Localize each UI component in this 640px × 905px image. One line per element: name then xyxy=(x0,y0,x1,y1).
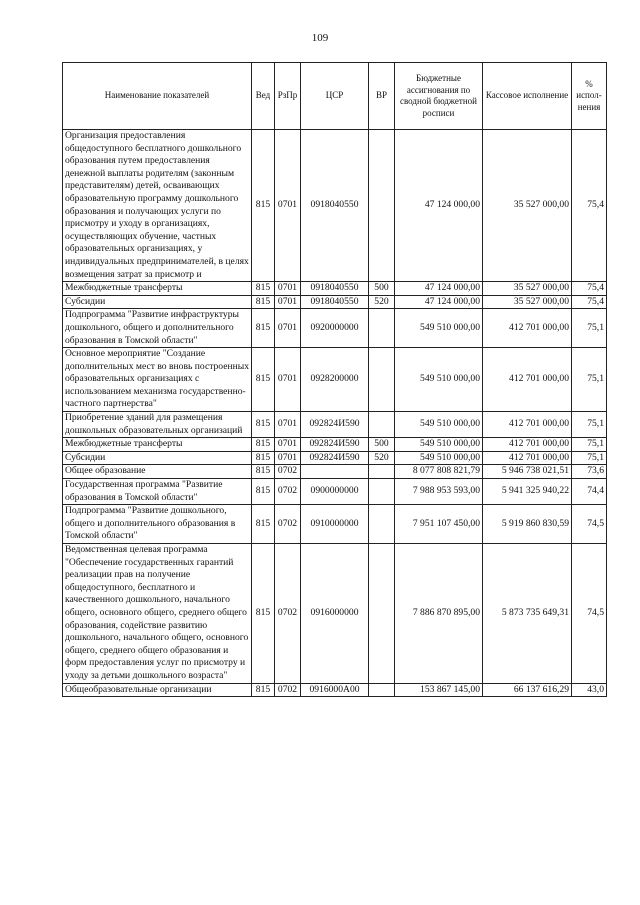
cell-assigned: 549 510 000,00 xyxy=(395,451,483,465)
cell-percent: 75,1 xyxy=(572,348,607,412)
cell-assigned: 7 988 953 593,00 xyxy=(395,479,483,505)
cell-vr xyxy=(369,130,395,282)
cell-vr xyxy=(369,683,395,697)
cell-csr: 092824И590 xyxy=(301,451,369,465)
cell-percent: 75,1 xyxy=(572,451,607,465)
cell-name: Государственная программа "Развитие образования в Томской области" xyxy=(63,479,252,505)
table-row xyxy=(63,451,607,465)
cell-csr: 0920000000 xyxy=(301,309,369,348)
header-csr: ЦСР xyxy=(301,63,369,130)
cell-percent: 75,1 xyxy=(572,309,607,348)
cell-assigned: 47 124 000,00 xyxy=(395,295,483,309)
cell-vr xyxy=(369,505,395,544)
cell-assigned: 549 510 000,00 xyxy=(395,412,483,438)
cell-percent: 75,4 xyxy=(572,295,607,309)
cell-ved: 815 xyxy=(252,295,275,309)
cell-percent: 75,4 xyxy=(572,130,607,282)
cell-assigned: 8 077 808 821,79 xyxy=(395,465,483,479)
cell-ved: 815 xyxy=(252,130,275,282)
cell-name: Организация предоставления общедоступного бесплатного дошкольного образования путем предоставления денежной выплаты родителям (законным представителям) детей, осваивающих образовательную программу дошкольного образования и получающих услуги по присмотру и уходу в организациях, осуществляющих обучение, частных образовательных организациях, у индивидуальных предпринимателей, в целях возмещения затрат за присмотр и xyxy=(63,130,252,282)
cell-ved: 815 xyxy=(252,451,275,465)
cell-assigned: 47 124 000,00 xyxy=(395,282,483,296)
header-executed: Кассовое исполнение xyxy=(483,63,572,130)
cell-vr xyxy=(369,544,395,684)
header-assigned: Бюджетные ассигнования по сводной бюджетной росписи xyxy=(395,63,483,130)
header-percent: % испол-нения xyxy=(572,63,607,130)
cell-name: Ведомственная целевая программа "Обеспечение государственных гарантий реализации прав на получение общедоступного, бесплатного и качественного дошкольного, начального общего, основного общего, среднего общего образования, содействие развитию дошкольного, начального общего, основного общего, среднего общего образования и форм предоставления услуг по присмотру и уходу за детьми дошкольного возраста" xyxy=(63,544,252,684)
cell-executed: 412 701 000,00 xyxy=(483,309,572,348)
cell-executed: 412 701 000,00 xyxy=(483,412,572,438)
cell-executed: 5 919 860 830,59 xyxy=(483,505,572,544)
cell-name: Общеобразовательные организации xyxy=(63,683,252,697)
cell-ved: 815 xyxy=(252,412,275,438)
cell-percent: 75,1 xyxy=(572,412,607,438)
cell-executed: 5 873 735 649,31 xyxy=(483,544,572,684)
cell-vr: 500 xyxy=(369,282,395,296)
cell-rzpr: 0702 xyxy=(275,465,301,479)
cell-rzpr: 0701 xyxy=(275,130,301,282)
cell-rzpr: 0702 xyxy=(275,544,301,684)
cell-rzpr: 0701 xyxy=(275,282,301,296)
cell-csr: 092824И590 xyxy=(301,412,369,438)
table-row xyxy=(63,295,607,309)
table-row xyxy=(63,505,607,544)
cell-ved: 815 xyxy=(252,544,275,684)
cell-vr xyxy=(369,309,395,348)
cell-csr: 0900000000 xyxy=(301,479,369,505)
cell-executed: 412 701 000,00 xyxy=(483,438,572,452)
cell-rzpr: 0701 xyxy=(275,348,301,412)
cell-csr: 0910000000 xyxy=(301,505,369,544)
cell-assigned: 7 951 107 450,00 xyxy=(395,505,483,544)
table-row xyxy=(63,130,607,282)
cell-assigned: 549 510 000,00 xyxy=(395,309,483,348)
cell-ved: 815 xyxy=(252,505,275,544)
cell-executed: 5 941 325 940,22 xyxy=(483,479,572,505)
table-row xyxy=(63,282,607,296)
cell-csr: 092824И590 xyxy=(301,438,369,452)
cell-name: Субсидии xyxy=(63,295,252,309)
cell-assigned: 153 867 145,00 xyxy=(395,683,483,697)
cell-rzpr: 0702 xyxy=(275,683,301,697)
cell-ved: 815 xyxy=(252,282,275,296)
cell-name: Субсидии xyxy=(63,451,252,465)
cell-percent: 75,1 xyxy=(572,438,607,452)
cell-executed: 412 701 000,00 xyxy=(483,348,572,412)
cell-percent: 74,5 xyxy=(572,544,607,684)
table-row xyxy=(63,348,607,412)
cell-ved: 815 xyxy=(252,683,275,697)
cell-ved: 815 xyxy=(252,348,275,412)
cell-vr xyxy=(369,465,395,479)
cell-executed: 412 701 000,00 xyxy=(483,451,572,465)
cell-csr: 0916000000 xyxy=(301,544,369,684)
cell-vr: 500 xyxy=(369,438,395,452)
table-row xyxy=(63,412,607,438)
cell-name: Основное мероприятие "Создание дополнительных мест во вновь построенных образовательных организациях с использованием механизма государственно-частного партнерства" xyxy=(63,348,252,412)
cell-executed: 66 137 616,29 xyxy=(483,683,572,697)
table-row xyxy=(63,479,607,505)
cell-executed: 5 946 738 021,51 xyxy=(483,465,572,479)
cell-csr: 0928200000 xyxy=(301,348,369,412)
table-row xyxy=(63,309,607,348)
cell-percent: 74,4 xyxy=(572,479,607,505)
cell-name: Межбюджетные трансферты xyxy=(63,438,252,452)
cell-percent: 75,4 xyxy=(572,282,607,296)
cell-percent: 73,6 xyxy=(572,465,607,479)
cell-csr: 0918040550 xyxy=(301,295,369,309)
cell-rzpr: 0701 xyxy=(275,295,301,309)
header-vr: ВР xyxy=(369,63,395,130)
cell-executed: 35 527 000,00 xyxy=(483,282,572,296)
cell-vr xyxy=(369,348,395,412)
cell-rzpr: 0701 xyxy=(275,412,301,438)
cell-csr xyxy=(301,465,369,479)
cell-vr: 520 xyxy=(369,295,395,309)
cell-rzpr: 0702 xyxy=(275,505,301,544)
cell-assigned: 549 510 000,00 xyxy=(395,438,483,452)
cell-executed: 35 527 000,00 xyxy=(483,130,572,282)
header-rzpr: РзПр xyxy=(275,63,301,130)
cell-ved: 815 xyxy=(252,309,275,348)
cell-percent: 43,0 xyxy=(572,683,607,697)
cell-csr: 0916000А00 xyxy=(301,683,369,697)
cell-vr xyxy=(369,412,395,438)
table-row xyxy=(63,465,607,479)
cell-ved: 815 xyxy=(252,438,275,452)
cell-name: Приобретение зданий для размещения дошкольных образовательных организаций xyxy=(63,412,252,438)
cell-name: Подпрограмма "Развитие инфраструктуры дошкольного, общего и дополнительного образования в Томской области" xyxy=(63,309,252,348)
cell-rzpr: 0701 xyxy=(275,438,301,452)
table-row xyxy=(63,438,607,452)
header-name: Наименование показателей xyxy=(63,63,252,130)
cell-name: Общее образование xyxy=(63,465,252,479)
cell-ved: 815 xyxy=(252,465,275,479)
cell-name: Межбюджетные трансферты xyxy=(63,282,252,296)
cell-assigned: 47 124 000,00 xyxy=(395,130,483,282)
cell-percent: 74,5 xyxy=(572,505,607,544)
budget-table xyxy=(62,62,607,697)
cell-vr: 520 xyxy=(369,451,395,465)
cell-executed: 35 527 000,00 xyxy=(483,295,572,309)
cell-rzpr: 0702 xyxy=(275,479,301,505)
cell-name: Подпрограмма "Развитие дошкольного, общего и дополнительного образования в Томской области" xyxy=(63,505,252,544)
cell-assigned: 7 886 870 895,00 xyxy=(395,544,483,684)
cell-rzpr: 0701 xyxy=(275,309,301,348)
cell-vr xyxy=(369,479,395,505)
cell-rzpr: 0701 xyxy=(275,451,301,465)
cell-ved: 815 xyxy=(252,479,275,505)
table-row xyxy=(63,544,607,684)
cell-csr: 0918040550 xyxy=(301,130,369,282)
cell-csr: 0918040550 xyxy=(301,282,369,296)
page-number: 109 xyxy=(311,32,329,44)
header-ved: Вед xyxy=(252,63,275,130)
header-row xyxy=(63,63,607,130)
table-row xyxy=(63,683,607,697)
cell-assigned: 549 510 000,00 xyxy=(395,348,483,412)
